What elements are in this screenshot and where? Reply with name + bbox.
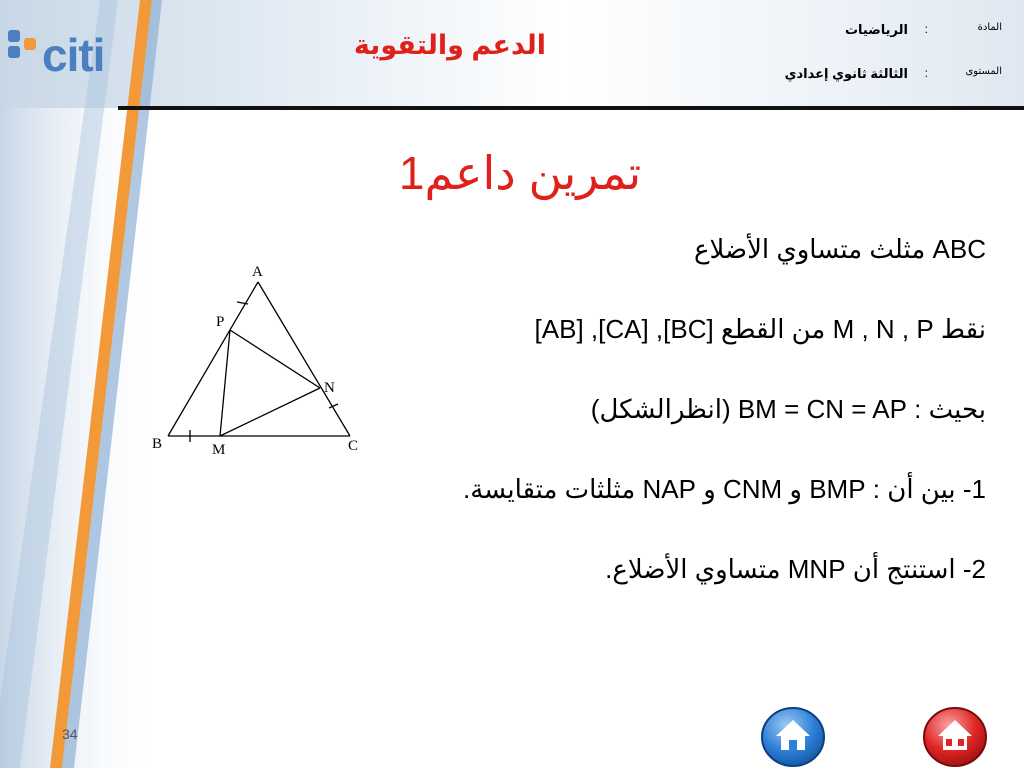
segment-mp (220, 330, 230, 436)
logo-mark-icon (6, 28, 40, 68)
segment-mn (220, 388, 320, 436)
segment-pn (230, 330, 320, 388)
citi-logo (6, 16, 124, 81)
home-button[interactable] (760, 706, 826, 768)
label-b: B (152, 436, 163, 452)
statement-line-2: نقط M , N , P من القطع [BC], [CA], [AB] (534, 314, 986, 344)
question-line-1: 1- بين أن : BMP و CNM و NAP مثلثات متقايسة. (462, 474, 986, 504)
question-line-2: 2- استنتج أن MNP متساوي الأضلاع. (605, 554, 986, 584)
level-separator: : (924, 66, 928, 80)
home-icon (760, 706, 826, 768)
level-label: المستوى (965, 66, 1002, 77)
page-title: الدعم والتقوية (353, 30, 546, 60)
level-value: الثالثة ثانوي إعدادي (784, 66, 908, 81)
side-ab (168, 282, 258, 436)
exit-button[interactable] (922, 706, 988, 768)
statement-line-3: بحيث : BM = CN = AP (انظرالشكل) (590, 394, 986, 424)
page-number: 34 (62, 726, 78, 742)
exit-icon (922, 706, 988, 768)
logo-text: citi (42, 29, 105, 81)
header-rule (118, 106, 1024, 110)
subject-value: الرياضيات (844, 22, 908, 37)
level-row (742, 66, 1002, 88)
triangle-figure (148, 258, 368, 458)
label-m: M (212, 442, 226, 458)
label-c: C (348, 438, 359, 454)
statement-line-1: ABC مثلث متساوي الأضلاع (693, 234, 986, 264)
subject-row (742, 22, 1002, 44)
exercise-title: تمرين داعم1 (398, 147, 642, 199)
subject-separator: : (924, 22, 928, 36)
label-n: N (324, 380, 335, 396)
label-p: P (216, 314, 225, 330)
subject-label: المادة (977, 22, 1002, 33)
side-ca (258, 282, 350, 436)
label-a: A (252, 264, 263, 280)
